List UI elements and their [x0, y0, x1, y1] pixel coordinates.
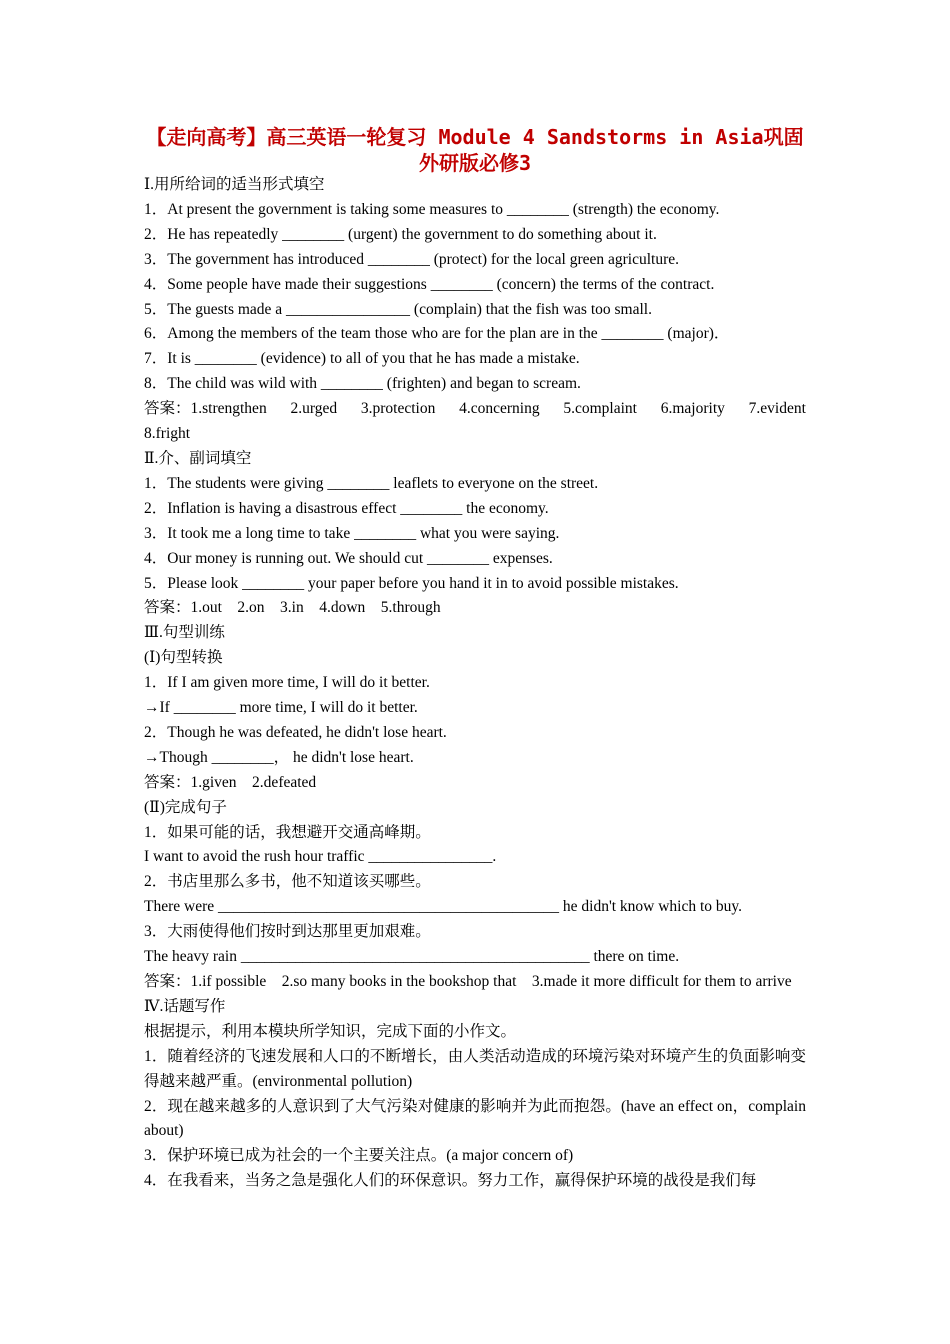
- page-title: 【走向高考】高三英语一轮复习 Module 4 Sandstorms in Asia巩固 外研版必修3: [146, 125, 804, 175]
- section-1-item: 5．The guests made a ________________ (complain) that the fish was too small.: [144, 300, 652, 318]
- section-3a-answer: 答案：1.given 2.defeated: [144, 773, 317, 791]
- section-1-item: 3．The government has introduced ________ (protect) for the local green agriculture.: [144, 250, 679, 268]
- section-3b-line: I want to avoid the rush hour traffic ________________.: [144, 848, 497, 866]
- section-2-item: 3．It took me a long time to take ________ what you were saying.: [144, 524, 560, 542]
- answer-part: 3.protection: [360, 400, 436, 418]
- section-1-answer: [144, 397, 806, 422]
- section-3b-line: 1．如果可能的话，我想避开交通高峰期。: [144, 823, 431, 841]
- answer-part: 6.majority: [660, 400, 725, 418]
- section-2-answer: 答案：1.out 2.on 3.in 4.down 5.through: [144, 599, 441, 617]
- section-4-item: 4．在我看来，当务之急是强化人们的环保意识。努力工作，赢得保护环境的战役是我们每: [144, 1172, 757, 1190]
- section-2-heading: Ⅱ.介、副词填空: [144, 449, 252, 467]
- section-3a-line: →If ________ more time, I will do it better.: [144, 699, 418, 717]
- section-3a-heading: (Ⅰ)句型转换: [144, 649, 223, 667]
- answer-part: 5.complaint: [563, 400, 637, 418]
- section-4-item: 3．保护环境已成为社会的一个主要关注点。(a major concern of): [144, 1147, 574, 1165]
- section-3b-line: 2．书店里那么多书，他不知道该买哪些。: [144, 873, 431, 891]
- section-1-item: 4．Some people have made their suggestions ________ (concern) the terms of the contract.: [144, 275, 715, 293]
- section-3b-line: 3．大雨使得他们按时到达那里更加艰难。: [144, 923, 431, 941]
- section-2-item: 4．Our money is running out. We should cut ________ expenses.: [144, 549, 553, 567]
- answer-part: 7.evident: [748, 400, 806, 418]
- section-1-item: 6．Among the members of the team those who are for the plan are in the ________ (major)．: [144, 325, 730, 343]
- section-4-item: 2．现在越来越多的人意识到了大气污染对健康的影响并为此而抱怨。(have an effect on，complain about): [144, 1097, 806, 1140]
- section-1-heading: Ⅰ.用所给词的适当形式填空: [144, 176, 325, 193]
- section-3-heading: Ⅲ.句型训练: [144, 624, 225, 642]
- section-3b-line: The heavy rain _____________________________________________ there on time.: [144, 948, 680, 966]
- section-1-item: 7．It is ________ (evidence) to all of you that he has made a mistake.: [144, 350, 580, 368]
- section-3a-line: →Though ________， he didn't lose heart.: [144, 748, 414, 766]
- answer-part: 答案：1.strengthen: [144, 400, 267, 418]
- exercise-content: [144, 173, 806, 1194]
- answer-part: 4.concerning: [459, 400, 540, 418]
- section-3b-heading: (Ⅱ)完成句子: [144, 798, 227, 816]
- answer-part: 2.urged: [290, 400, 338, 418]
- section-1-item: 1．At present the government is taking some measures to ________ (strength) the economy.: [144, 200, 720, 218]
- section-1-item: 8．The child was wild with ________ (frighten) and began to scream.: [144, 375, 581, 393]
- section-4-intro: 根据提示，利用本模块所学知识，完成下面的小作文。: [144, 1022, 517, 1040]
- section-2-item: 1．The students were giving ________ leaflets to everyone on the street.: [144, 474, 599, 492]
- section-4-heading: Ⅳ.话题写作: [144, 997, 226, 1015]
- section-4-item: 1．随着经济的飞速发展和人口的不断增长，由人类活动造成的环境污染对环境产生的负面影响变得越来越严重。(environmental pollution): [144, 1047, 806, 1090]
- section-1-answer-tail: 8.fright: [144, 425, 191, 443]
- section-3b-line: There were ____________________________________________ he didn't know which to buy.: [144, 898, 743, 916]
- section-2-item: 2．Inflation is having a disastrous effect ________ the economy.: [144, 499, 549, 517]
- section-1-item: 2．He has repeatedly ________ (urgent) the government to do something about it.: [144, 225, 657, 243]
- section-2-item: 5．Please look ________ your paper before you hand it in to avoid possible mistakes.: [144, 574, 679, 592]
- section-3a-line: 2．Though he was defeated, he didn't lose heart.: [144, 723, 447, 741]
- section-3b-answer: 答案：1.if possible 2.so many books in the bookshop that 3.made it more difficult for them to arrive: [144, 973, 792, 990]
- section-3a-line: 1．If I am given more time, I will do it better.: [144, 674, 430, 692]
